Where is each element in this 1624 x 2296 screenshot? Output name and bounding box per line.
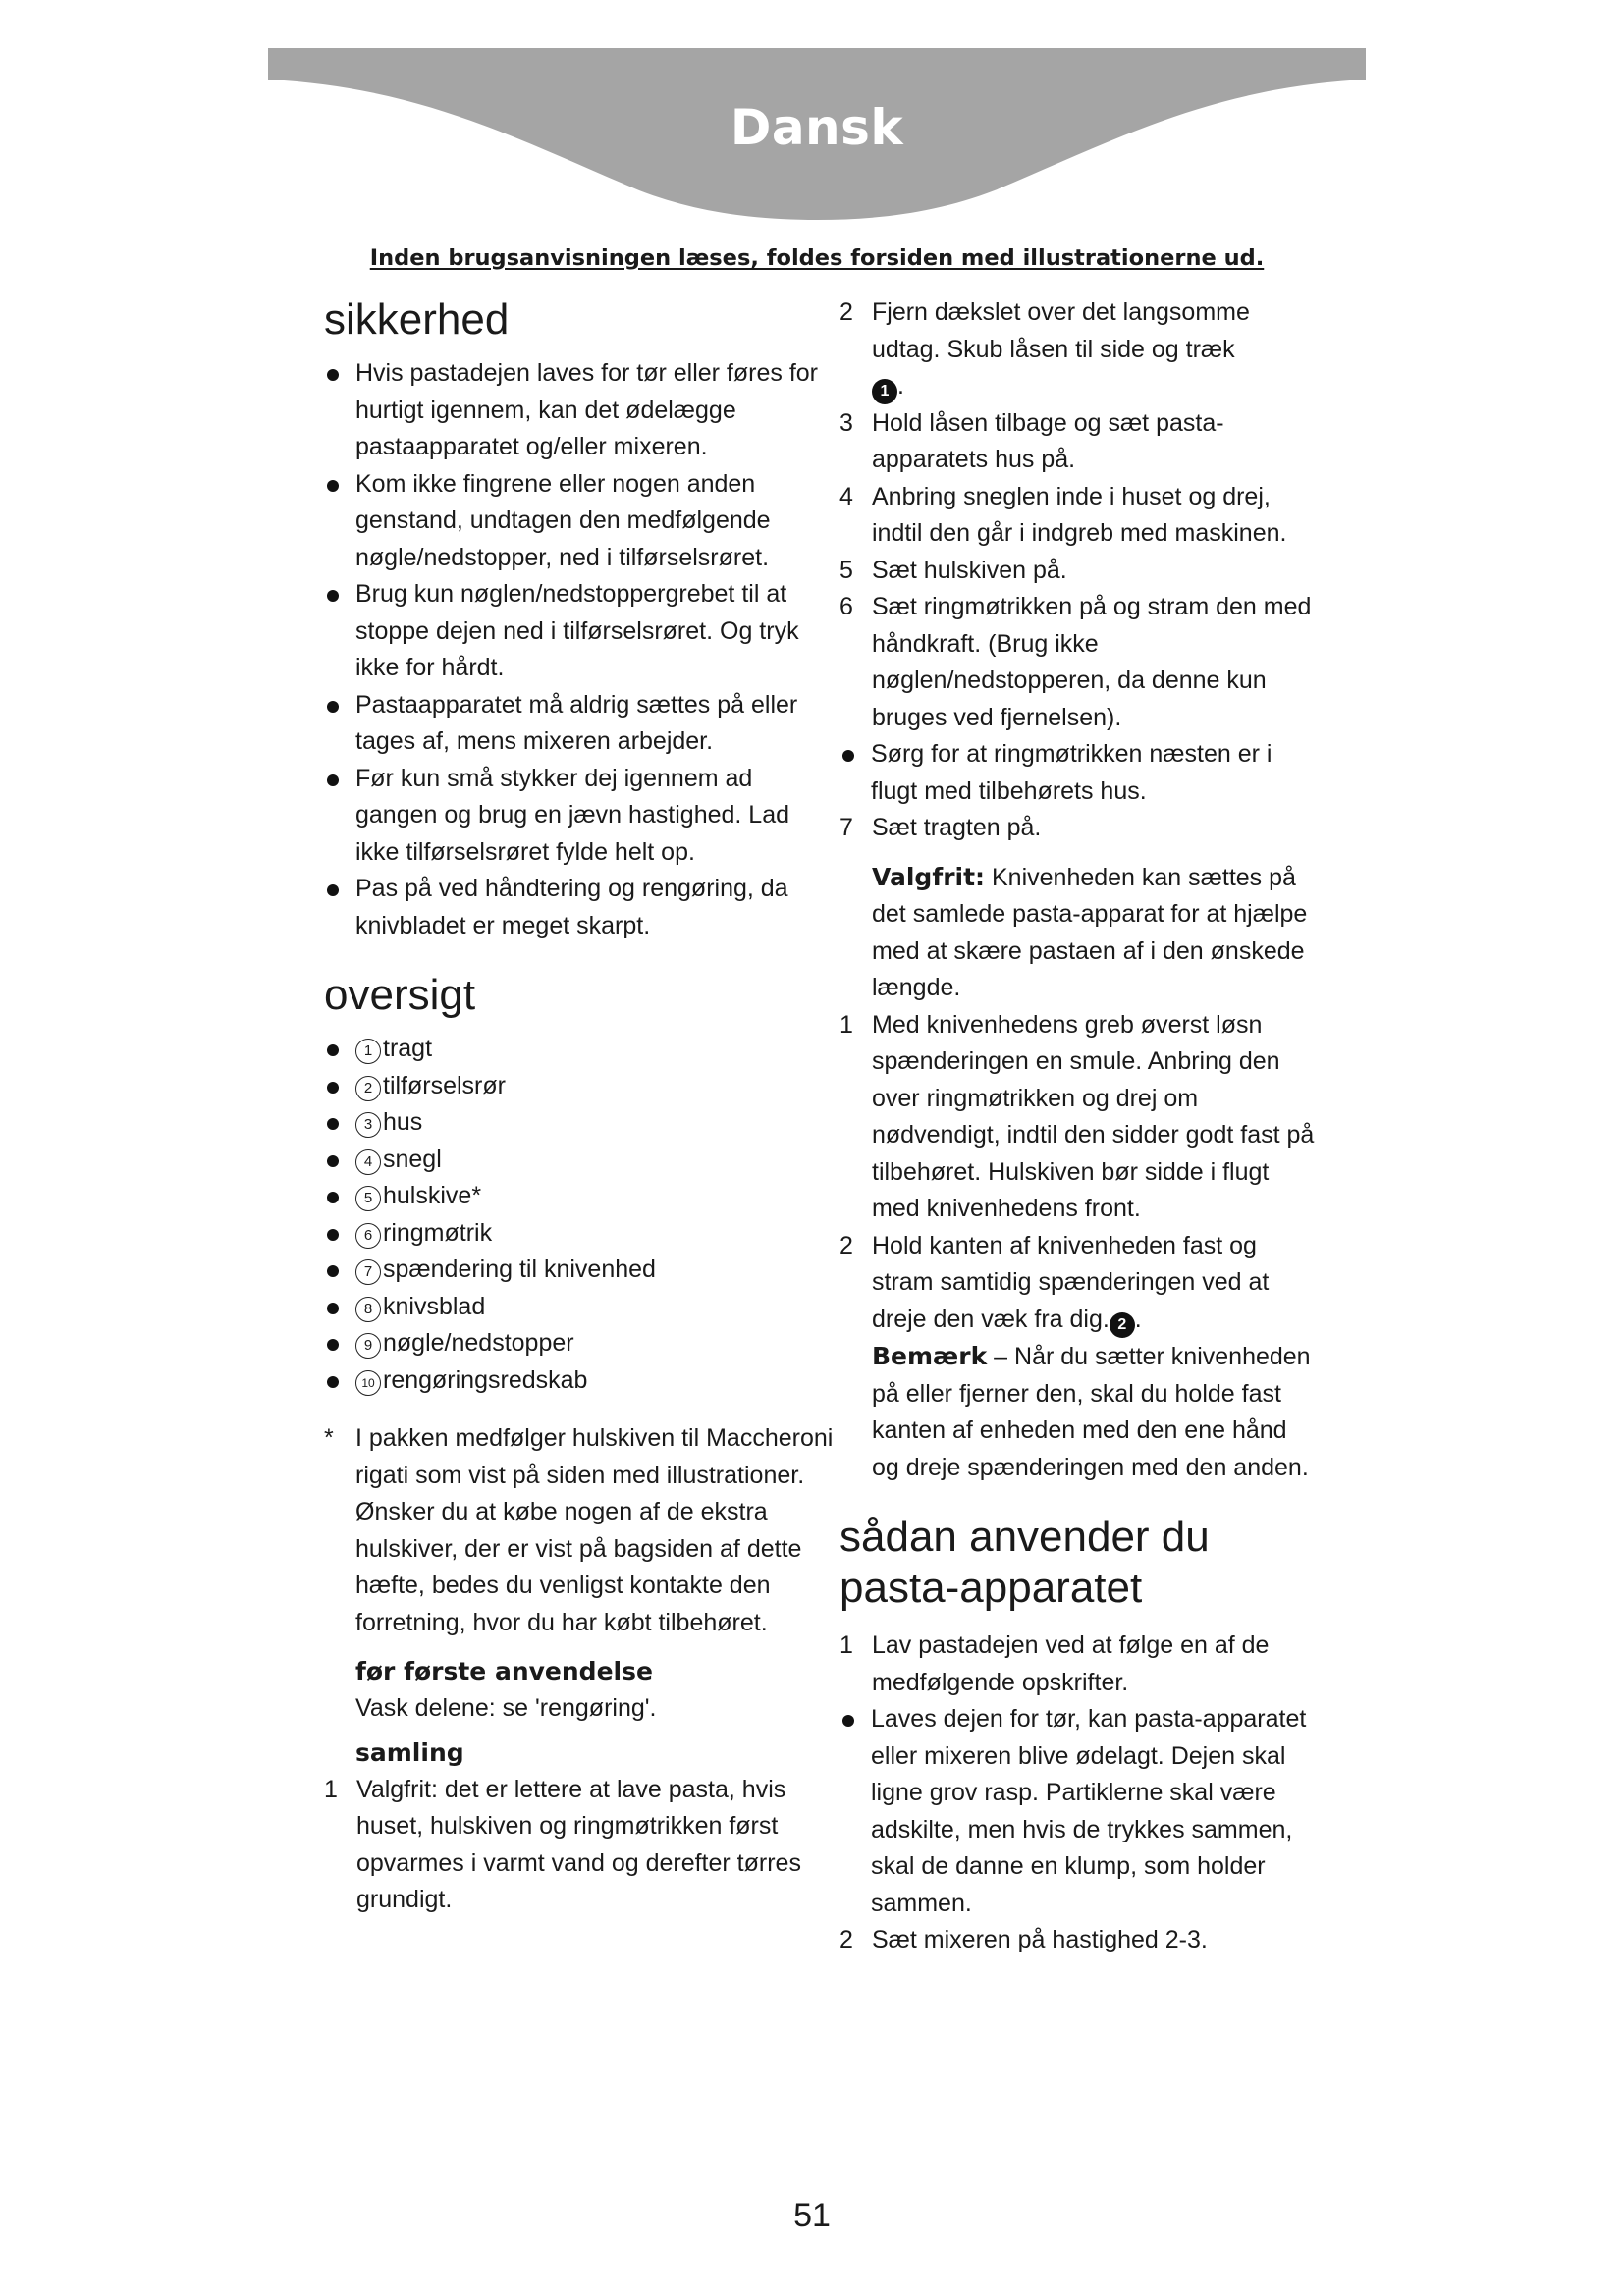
step-number: 5 (839, 556, 853, 584)
step-end: . (1134, 1305, 1142, 1333)
first-use-heading: før første anvendelse (355, 1657, 653, 1685)
overview-label: snegl (383, 1145, 442, 1173)
overview-item (324, 1215, 835, 1253)
step-text: Sæt tragten på. (872, 814, 1042, 841)
overview-item (324, 1031, 835, 1068)
assembly-bullet: Sørg for at ringmøtrikken næsten er i flugt med tilbehørets hus. (839, 736, 1321, 810)
overview-item (324, 1068, 835, 1105)
usage-heading (839, 1512, 1321, 1614)
note-label: Bemærk (872, 1342, 988, 1370)
optional-text: Knivenheden kan sættes på det samlede pasta-apparat for at hjælpe med at skære pastaen af i den ønskede længde. (872, 863, 1308, 1001)
overview-item (324, 1252, 835, 1289)
safety-heading: sikkerhed (324, 295, 510, 344)
assembly-step (839, 479, 1321, 553)
usage-bullet-list (839, 1701, 1321, 1922)
number-badge: 7 (355, 1259, 381, 1285)
assembly-step (839, 589, 1321, 736)
overview-label: hus (383, 1108, 423, 1136)
step-text: Med knivenhedens greb øverst løsn spænderingen en smule. Anbring den over ringmøtrikken og drej om nødvendigt, indtil den sidder godt fast på tilbehøret. Hulskiven bør sidde i flugt med knivenhedens front. (872, 1010, 1315, 1222)
overview-item (324, 1142, 835, 1179)
step-number: 2 (839, 1231, 853, 1259)
safety-bullet-6: Pas på ved håndtering og rengøring, da knivbladet er meget skarpt. (324, 871, 835, 944)
note-text: – Når du sætter knivenheden på eller fjerner den, skal du holde fast kanten af enheden med den ene hånd og dreje spænderingen med den anden. (872, 1343, 1311, 1481)
step-number: 2 (839, 298, 853, 326)
number-badge: 8 (355, 1297, 381, 1322)
number-badge: 9 (355, 1333, 381, 1359)
usage-step (839, 1628, 1321, 1701)
overview-label: tragt (383, 1035, 433, 1062)
assembly-step (839, 294, 1321, 405)
step-number: 6 (839, 593, 853, 620)
safety-bullet-2: Kom ikke fingrene eller nogen anden genstand, undtagen den medfølgende nøgle/nedstopper, ned i tilførselsrøret. (324, 466, 835, 577)
step-text: Anbring sneglen inde i huset og drej, indtil den går i indgreb med maskinen. (872, 482, 1287, 547)
overview-heading: oversigt (324, 971, 476, 1019)
step-text: Fjern dækslet over det langsomme udtag. Skub låsen til side og træk (872, 298, 1250, 363)
assembly-steps-right-2 (839, 810, 1321, 847)
footnote (324, 1420, 835, 1641)
overview-label: ringmøtrik (383, 1218, 493, 1247)
number-badge: 2 (355, 1076, 381, 1101)
safety-bullet-5: Før kun små stykker dej igennem ad gangen og brug en jævn hastighed. Lad ikke tilførselsrøret fylde helt op. (324, 761, 835, 872)
footnote-text: I pakken medfølger hulskiven til Maccheroni rigati som vist på siden med illustrationer. Ønsker du at købe nogen af de ekstra hulskiver, der er vist på bagsiden af dette hæfte, bedes du venligst kontakte den forretning, hvor du har købt tilbehøret. (355, 1424, 834, 1636)
usage-step (839, 1922, 1321, 1959)
step-number: 7 (839, 814, 853, 841)
number-badge: 6 (355, 1223, 381, 1249)
overview-item (324, 1178, 835, 1215)
knife-step (839, 1228, 1321, 1487)
step-text: Sæt mixeren på hastighed 2-3. (872, 1926, 1208, 1953)
intro-note: Inden brugsanvisningen læses, foldes forsiden med illustrationerne ud. (369, 245, 1265, 271)
usage-steps (839, 1628, 1321, 1701)
step-text: Lav pastadejen ved at følge en af de medfølgende opskrifter. (872, 1631, 1270, 1696)
optional-label: Valgfrit: (872, 862, 986, 891)
overview-label: rengøringsredskab (383, 1365, 588, 1394)
safety-bullet-4: Pastaapparatet må aldrig sættes på eller tages af, mens mixeren arbejder. (324, 687, 835, 761)
language-banner (268, 48, 1366, 225)
first-use-text: Vask delene: se 'rengøring'. (355, 1693, 657, 1722)
number-badge: 10 (355, 1370, 381, 1396)
step-end: . (897, 372, 904, 400)
overview-item (324, 1362, 835, 1400)
step-text: Sæt ringmøtrikken på og stram den med håndkraft. (Brug ikke nøglen/nedstopperen, da denne kun bruges ved fjernelsen). (872, 593, 1312, 731)
optional-paragraph (839, 859, 1321, 1007)
step-text: Valgfrit: det er lettere at lave pasta, hvis huset, hulskiven og ringmøtrikken først opvarmes i varmt vand og derefter tørres grundigt. (356, 1775, 801, 1913)
step-text: Hold låsen tilbage og sæt pasta-apparatets hus på. (872, 408, 1224, 473)
overview-label: tilførselsrør (383, 1071, 506, 1099)
banner-title: Dansk (730, 99, 904, 156)
overview-item (324, 1325, 835, 1362)
step-number: 4 (839, 482, 853, 510)
left-column (324, 294, 835, 1919)
knife-step (839, 1007, 1321, 1228)
assembly-steps-right (839, 294, 1321, 736)
overview-list (324, 1031, 835, 1399)
step-number: 1 (324, 1775, 338, 1803)
usage-heading-line-1: sådan anvender du (839, 1513, 1210, 1561)
step-number: 1 (839, 1010, 853, 1039)
assembly-bullet-list (839, 736, 1321, 810)
usage-steps-2 (839, 1922, 1321, 1959)
footnote-marker: * (324, 1424, 334, 1452)
figure-ref-badge: 2 (1110, 1312, 1135, 1338)
number-badge: 5 (355, 1186, 381, 1211)
assembly-step (839, 810, 1321, 847)
number-badge: 1 (355, 1039, 381, 1064)
usage-bullet: Laves dejen for tør, kan pasta-apparatet eller mixeren blive ødelagt. Dejen skal ligne grov rasp. Partiklerne skal være adskilte, men hvis de trykkes sammen, skal de danne en klump, som holder sammen. (839, 1701, 1321, 1922)
assembly-heading: samling (355, 1738, 464, 1767)
assembly-step (324, 1772, 835, 1919)
safety-bullet-1: Hvis pastadejen laves for tør eller føres for hurtigt igennem, kan det ødelægge pastaapparatet og/eller mixeren. (324, 355, 835, 466)
knife-steps (839, 1007, 1321, 1487)
overview-item (324, 1104, 835, 1142)
overview-item (324, 1289, 835, 1326)
safety-bullet-3: Brug kun nøglen/nedstoppergrebet til at stoppe dejen ned i tilførselsrøret. Og tryk ikke for hårdt. (324, 576, 835, 687)
step-number: 3 (839, 408, 853, 437)
overview-label: knivsblad (383, 1292, 486, 1320)
overview-label: spændering til knivenhed (383, 1255, 656, 1283)
number-badge: 3 (355, 1112, 381, 1138)
step-number: 2 (839, 1926, 853, 1953)
overview-label: hulskive* (383, 1182, 482, 1209)
assembly-step (839, 405, 1321, 479)
assembly-steps-left (324, 1772, 835, 1919)
step-text: Sæt hulskiven på. (872, 556, 1067, 584)
overview-label: nøgle/nedstopper (383, 1329, 574, 1357)
step-text: Hold kanten af knivenheden fast og stram samtidig spænderingen ved at dreje den væk fra dig. (872, 1231, 1270, 1333)
figure-ref-badge: 1 (872, 379, 897, 404)
page-number: 51 (793, 2197, 831, 2234)
number-badge: 4 (355, 1149, 381, 1175)
assembly-step (839, 553, 1321, 590)
step-number: 1 (839, 1631, 853, 1659)
safety-list (324, 355, 835, 944)
usage-heading-line-2: pasta-apparatet (839, 1564, 1143, 1612)
right-column (839, 294, 1321, 1959)
